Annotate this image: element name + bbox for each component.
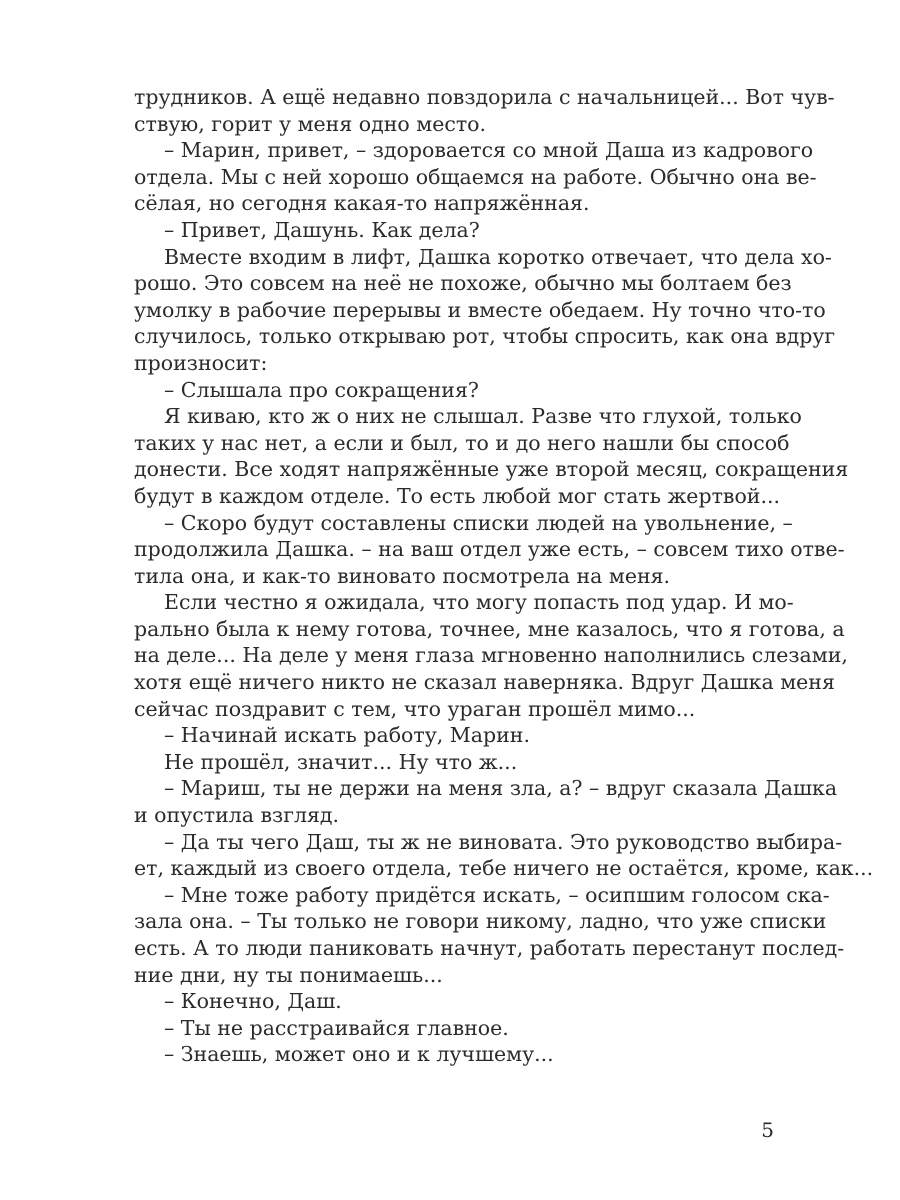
paragraph-2 xyxy=(134,137,817,217)
paragraph-4 xyxy=(134,244,836,377)
text-line: – Скоро будут составлены списки людей на увольнение, – xyxy=(164,510,793,535)
text-line: будут в каждом отделе. То есть любой мог стать жертвой... xyxy=(134,483,781,508)
text-line: – Конечно, Даш. xyxy=(164,989,342,1014)
text-line: донести. Все ходят напряжённые уже второй месяц, сокращения xyxy=(134,457,849,482)
text-line: рошо. Это совсем на неё не похоже, обычно мы болтаем без xyxy=(134,271,792,296)
text-line: хотя ещё ничего никто не сказал наверняка. Вдруг Дашка меня xyxy=(134,670,835,695)
text-line: трудников. А ещё недавно повздорила с начальницей... Вот чув- xyxy=(134,85,835,109)
text-line: таких у нас нет, а если и был, то и до него нашли бы способ xyxy=(134,430,790,455)
text-line: ет, каждый из своего отдела, тебе ничего не остаётся, кроме, как... xyxy=(134,856,874,881)
paragraph-6 xyxy=(134,403,849,509)
text-line: – Мне тоже работу придётся искать, – осипшим голосом ска- xyxy=(164,882,830,907)
page-number: 5 xyxy=(761,1118,774,1142)
text-line: – Ты не расстраивайся главное. xyxy=(164,1015,509,1040)
text-line: умолку в рабочие перерывы и вместе обедаем. Ну точно что-то xyxy=(134,297,826,322)
text-line: – Да ты чего Даш, ты ж не виновата. Это руководство выбира- xyxy=(164,829,843,854)
paragraph-12 xyxy=(134,829,874,882)
paragraph-11 xyxy=(134,775,838,828)
text-line: Я киваю, кто ж о них не слышал. Разве что глухой, только xyxy=(164,404,802,429)
text-line: Вместе входим в лифт, Дашка коротко отвечает, что дела хо- xyxy=(164,244,832,269)
text-line: – Слышала про сокращения? xyxy=(164,377,479,402)
text-line: сёлая, но сегодня какая-то напряжённая. xyxy=(134,191,590,216)
text-line: тила она, и как-то виновато посмотрела на меня. xyxy=(134,563,671,588)
text-line: рально была к нему готова, точнее, мне казалось, что я готова, а xyxy=(134,616,845,641)
text-line: сейчас поздравит с тем, что ураган прошёл мимо... xyxy=(134,696,696,721)
text-line: – Привет, Дашунь. Как дела? xyxy=(164,217,480,242)
body-text xyxy=(134,84,874,1068)
paragraph-9 xyxy=(134,722,778,749)
text-line: – Мариш, ты не держи на меня зла, а? – вдруг сказала Дашка xyxy=(164,776,838,801)
paragraph-10 xyxy=(134,749,778,776)
text-line: случилось, только открываю рот, чтобы спросить, как она вдруг xyxy=(134,324,836,349)
text-line: продолжила Дашка. – на ваш отдел уже есть, – совсем тихо отве- xyxy=(134,537,845,562)
text-line: зала она. – Ты только не говори никому, ладно, что уже списки xyxy=(134,909,827,934)
text-line: произносит: xyxy=(134,350,268,375)
text-line: – Знаешь, может оно и к лучшему... xyxy=(164,1042,554,1067)
paragraph-1 xyxy=(134,84,835,137)
paragraph-5 xyxy=(134,377,778,404)
text-line: ствую, горит у меня одно место. xyxy=(134,111,487,136)
text-line: отдела. Мы с ней хорошо общаемся на работе. Обычно она ве- xyxy=(134,164,817,189)
paragraph-13 xyxy=(134,882,845,988)
paragraph-7 xyxy=(134,510,845,590)
paragraph-16 xyxy=(134,1041,778,1068)
text-line: на деле... На деле у меня глаза мгновенно наполнились слезами, xyxy=(134,643,848,668)
paragraph-14 xyxy=(134,988,778,1015)
text-line: Если честно я ожидала, что могу попасть под удар. И мо- xyxy=(164,590,794,615)
text-line: ние дни, ну ты понимаешь... xyxy=(134,962,443,987)
text-line: – Марин, привет, – здоровается со мной Даша из кадрового xyxy=(164,138,814,163)
text-line: есть. А то люди паниковать начнут, работать перестанут послед- xyxy=(134,936,845,960)
paragraph-15 xyxy=(134,1015,778,1042)
text-line: и опустила взгляд. xyxy=(134,803,340,828)
paragraph-8 xyxy=(134,589,848,722)
text-line: – Начинай искать работу, Марин. xyxy=(164,723,530,748)
text-line: Не прошёл, значит... Ну что ж... xyxy=(164,749,518,774)
paragraph-3 xyxy=(134,217,778,244)
